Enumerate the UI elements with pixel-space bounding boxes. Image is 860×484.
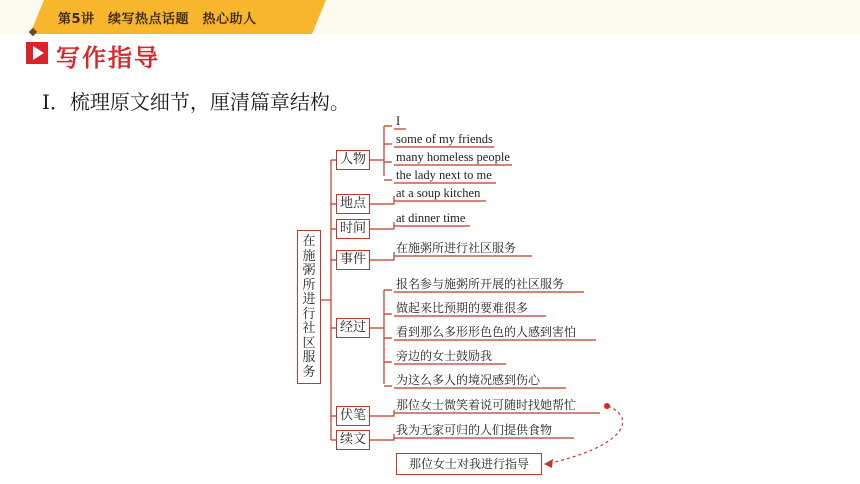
root-node: 在施粥所进行社区服务 bbox=[297, 230, 321, 384]
leaf-item: the lady next to me bbox=[396, 168, 492, 182]
leaf-item: 报名参与施粥所开展的社区服务 bbox=[396, 277, 565, 291]
final-node: 那位女士对我进行指导 bbox=[396, 453, 542, 475]
leaf-item: some of my friends bbox=[396, 132, 493, 146]
category-place: 地点 bbox=[336, 194, 370, 214]
leaf-item: 在施粥所进行社区服务 bbox=[396, 241, 517, 255]
leaf-item: at a soup kitchen bbox=[396, 186, 481, 200]
section-title: 写作指导 bbox=[56, 44, 160, 72]
leaf-item: 为这么多人的境况感到伤心 bbox=[396, 373, 541, 387]
category-process: 经过 bbox=[336, 318, 370, 338]
leaf-item: many homeless people bbox=[396, 150, 510, 164]
category-foreshadowing: 伏笔 bbox=[336, 406, 370, 426]
category-continuation: 续文 bbox=[336, 430, 370, 450]
leaf-item: 那位女士微笑着说可随时找她帮忙 bbox=[396, 398, 577, 412]
leaf-item: 旁边的女士鼓励我 bbox=[396, 349, 493, 363]
category-event: 事件 bbox=[336, 250, 370, 270]
leaf-item: at dinner time bbox=[396, 211, 466, 225]
category-characters: 人物 bbox=[336, 150, 370, 170]
lesson-title: 第5讲 续写热点话题 热心助人 bbox=[58, 12, 257, 27]
leaf-item: I bbox=[396, 114, 401, 128]
category-time: 时间 bbox=[336, 219, 370, 239]
subheading: Ⅰ．梳理原文细节，厘清篇章结构。 bbox=[42, 90, 350, 114]
leaf-item: 做起来比预期的要难很多 bbox=[396, 301, 529, 315]
leaf-item: 看到那么多形形色色的人感到害怕 bbox=[396, 325, 577, 339]
leaf-item: 我为无家可归的人们提供食物 bbox=[396, 423, 553, 437]
